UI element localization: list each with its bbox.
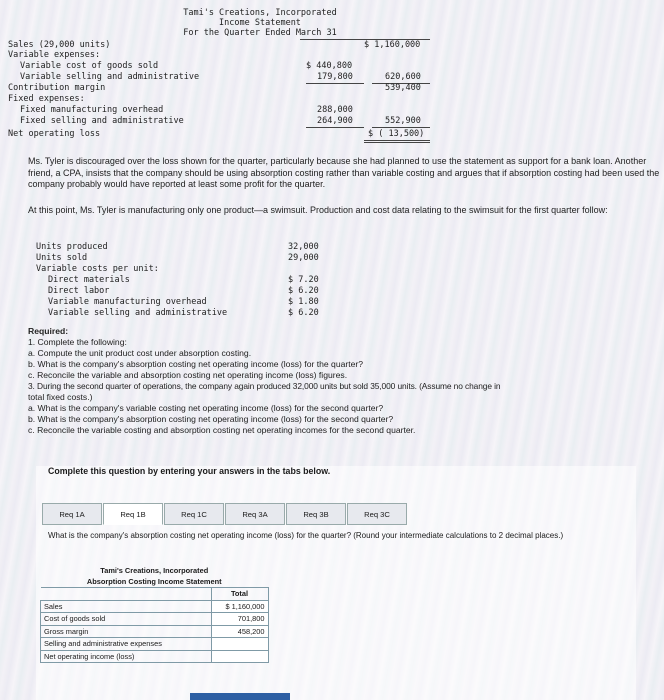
tab-req-3a[interactable]: Req 3A — [225, 503, 285, 525]
vmo-label: Variable manufacturing overhead — [48, 297, 207, 307]
units-produced-label: Units produced — [36, 242, 108, 252]
tab-req-1c[interactable]: Req 1C — [164, 503, 224, 525]
dl-label: Direct labor — [48, 286, 110, 296]
vcogs-value: $ 440,800 — [306, 61, 353, 71]
paragraph-1: Ms. Tyler is discouraged over the loss shown for the quarter, particularly because she had planned to use the statement as support for a bank loan. Another friend, a CPA, insists that the company should be using absorption costing rather than variable costing and argues that if absorption costing had been used the company probably would have reported at least some profit for the quarter. — [28, 156, 660, 189]
dm-label: Direct materials — [48, 275, 130, 285]
vmo-value: $ 1.80 — [288, 297, 319, 307]
question-text: What is the company's absorption costing net operating income (loss) for the quarter? (Round your intermediate calculations to 2 decimal places.) — [48, 531, 564, 540]
required-line: 1. Complete the following: — [28, 337, 127, 347]
units-sold-value: 29,000 — [288, 253, 319, 263]
required-line: b. What is the company's absorption costing net operating income (loss) for the second quarter? — [28, 414, 394, 424]
row-value-input[interactable] — [211, 638, 268, 651]
fixed-expenses-label: Fixed expenses: — [8, 94, 85, 104]
fsa-value: 264,900 — [317, 116, 353, 126]
rule — [306, 83, 364, 84]
table-header-total: Total — [211, 588, 268, 601]
tab-req-3c[interactable]: Req 3C — [347, 503, 407, 525]
fsa-label: Fixed selling and administrative — [20, 116, 184, 126]
double-rule — [364, 140, 430, 141]
fmo-label: Fixed manufacturing overhead — [20, 105, 164, 115]
tab-req-1a[interactable]: Req 1A — [42, 503, 102, 525]
required-line: 3. During the second quarter of operations, the company again produced 32,000 units but sold 35,000 units. (Assume no change in — [28, 381, 501, 391]
required-line: b. What is the company's absorption costing net operating income (loss) for the quarter? — [28, 359, 364, 369]
instruction-text: Complete this question by entering your answers in the tabs below. — [48, 466, 331, 476]
vsa-label: Variable selling and administrative — [20, 72, 200, 82]
dl-value: $ 6.20 — [288, 286, 319, 296]
required-line: c. Reconcile the variable costing and absorption costing net operating incomes for the second quarter. — [28, 425, 416, 435]
paragraph-2: At this point, Ms. Tyler is manufacturing only one product—a swimsuit. Production and cost data relating to the swimsuit for the first quarter follow: — [28, 205, 608, 215]
row-label[interactable]: Cost of goods sold — [41, 613, 212, 626]
noi-label: Net operating loss — [8, 129, 101, 139]
tab-req-1b[interactable]: Req 1B — [103, 503, 163, 525]
vsa-unit-value: $ 6.20 — [288, 308, 319, 318]
row-value-input[interactable] — [211, 650, 268, 663]
rule — [372, 127, 430, 128]
table-header-blank — [41, 588, 212, 601]
table-row — [41, 650, 269, 663]
fixed-total: 552,900 — [385, 116, 421, 126]
noi-value: $ ( 13,500) — [368, 129, 425, 139]
vsa-value: 179,800 — [317, 72, 353, 82]
units-sold-label: Units sold — [36, 253, 88, 263]
table-row — [41, 625, 269, 638]
absorption-income-statement-table — [40, 565, 269, 663]
table-row — [41, 600, 269, 613]
tab-bar — [42, 503, 408, 525]
required-heading: Required: — [28, 326, 69, 336]
vcogs-label: Variable cost of goods sold — [20, 61, 159, 71]
statement-title-period: For the Quarter Ended March 31 — [183, 28, 337, 38]
statement-title-company: Tami's Creations, Incorporated — [183, 8, 337, 18]
units-produced-value: 32,000 — [288, 242, 319, 252]
row-label[interactable]: Gross margin — [41, 625, 212, 638]
row-label[interactable]: Net operating income (loss) — [41, 650, 212, 663]
variable-total: 620,600 — [385, 72, 421, 82]
row-value-input[interactable]: 458,200 — [211, 625, 268, 638]
cm-label: Contribution margin — [8, 83, 106, 93]
required-line: total fixed costs.) — [28, 392, 93, 402]
rule — [306, 127, 364, 128]
sales-value: $ 1,160,000 — [364, 40, 421, 50]
tab-req-3b[interactable]: Req 3B — [286, 503, 346, 525]
sales-label: Sales (29,000 units) — [8, 40, 111, 50]
required-line: a. What is the company's variable costing net operating income (loss) for the second quarter? — [28, 403, 384, 413]
fmo-value: 288,000 — [317, 105, 353, 115]
table-title-statement: Absorption Costing Income Statement — [41, 576, 269, 588]
row-value-input[interactable]: 701,800 — [211, 613, 268, 626]
required-line: c. Reconcile the variable and absorption costing net operating income (loss) figures. — [28, 370, 348, 380]
vcpu-label: Variable costs per unit: — [36, 264, 159, 274]
variable-expenses-label: Variable expenses: — [8, 50, 101, 60]
double-rule — [364, 142, 430, 143]
table-title-company: Tami's Creations, Incorporated — [100, 566, 209, 575]
table-row — [41, 638, 269, 651]
table-row — [41, 613, 269, 626]
row-label[interactable]: Sales — [41, 600, 212, 613]
dm-value: $ 7.20 — [288, 275, 319, 285]
required-line: a. Compute the unit product cost under absorption costing. — [28, 348, 252, 358]
nav-button-strip[interactable] — [190, 693, 290, 700]
row-label[interactable]: Selling and administrative expenses — [41, 638, 212, 651]
vsa-unit-label: Variable selling and administrative — [48, 308, 228, 318]
row-value-input[interactable]: $ 1,160,000 — [211, 600, 268, 613]
statement-title-name: Income Statement — [219, 18, 301, 28]
cm-value: 539,400 — [385, 83, 421, 93]
